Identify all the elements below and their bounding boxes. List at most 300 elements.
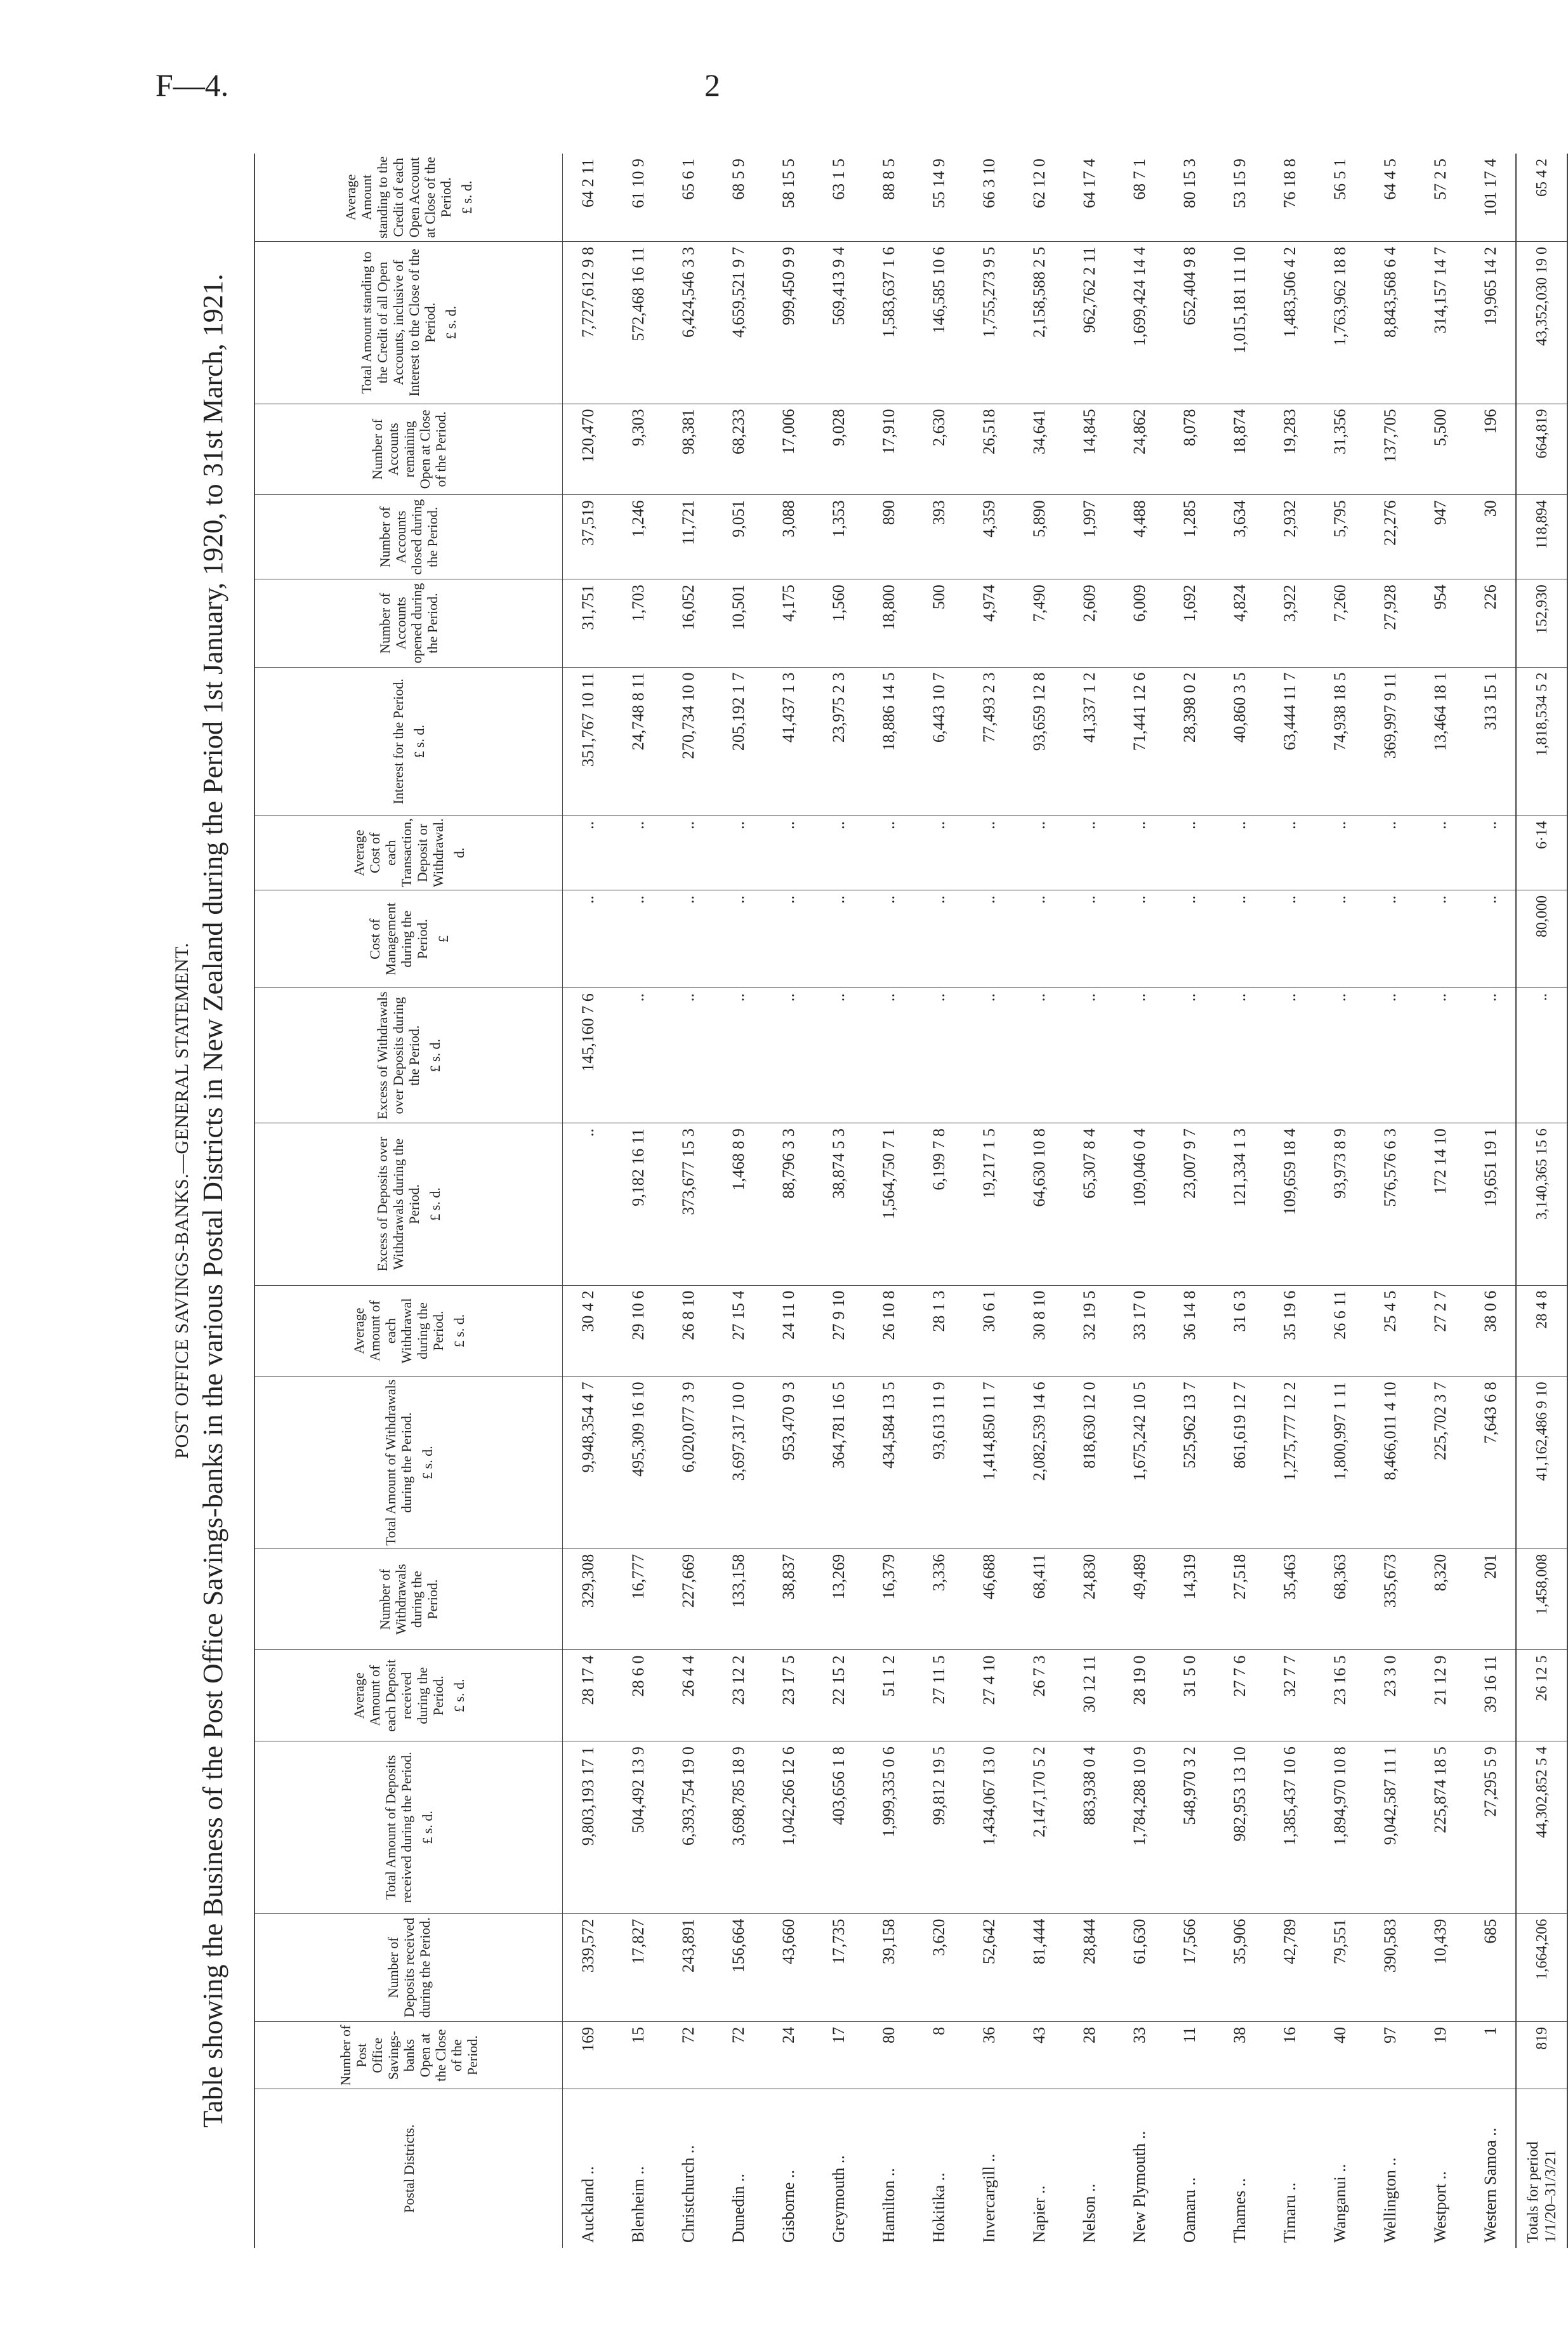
table-cell: 23 12 2 [713,1650,763,1741]
table-cell: 2,158,588 2 5 [1014,242,1064,404]
table-cell: 27 9 10 [814,1285,864,1377]
table-cell: 576,576 6 3 [1365,1123,1415,1285]
table-cell: .. [964,890,1014,987]
table-cell: 27,295 5 9 [1465,1741,1516,1913]
table-cell: 152,930 [1516,579,1567,667]
table-row [1014,154,1064,2248]
table-cell: 145,160 7 6 [563,988,614,1123]
table-cell: .. [713,816,763,890]
table-cell: 569,413 9 4 [814,242,864,404]
table-cell: 17,566 [1164,1913,1215,2021]
table-cell: 26 10 8 [864,1285,914,1377]
table-row [914,154,964,2248]
table-cell: 30 12 11 [1064,1650,1114,1741]
table-cell: 390,583 [1365,1913,1415,2021]
table-cell: 9,182 16 11 [613,1123,663,1285]
table-cell: 8,843,568 6 4 [1365,242,1415,404]
table-cell: 962,762 2 11 [1064,242,1114,404]
table-cell: 26 6 11 [1315,1285,1365,1377]
table-cell: 24,748 8 11 [613,667,663,816]
column-header-label: Excess of Withdrawals over Deposits during the Period. [374,991,422,1119]
table-cell: 393 [914,495,964,579]
table-cell: 14,845 [1064,404,1114,495]
table-cell: 3,634 [1215,495,1265,579]
table-row [814,154,864,2248]
table-cell: .. [914,988,964,1123]
table-cell: 313 15 1 [1465,667,1516,816]
table-cell: 3,922 [1265,579,1315,667]
table-cell: 93,613 11 9 [914,1377,964,1548]
table-cell: 93,973 8 9 [1315,1123,1365,1285]
table-cell: 35,906 [1215,1913,1265,2021]
table-cell: 58 15 5 [763,154,814,242]
table-cell: 1,564,750 7 1 [864,1123,914,1285]
table-cell: 329,308 [563,1548,614,1650]
table-cell: 17,735 [814,1913,864,2021]
column-header-label: Average Amount standing to the Credit of each Open Account at Close of the Period. [343,156,454,239]
table-cell: .. [1064,816,1114,890]
table-cell: 26,518 [964,404,1014,495]
table-cell: 8,466,011 4 10 [1365,1377,1415,1548]
table-cell: .. [964,816,1014,890]
table-cell: 24,830 [1064,1548,1114,1650]
table-row [1365,154,1415,2248]
column-header-label: Total Amount standing to the Credit of all Open Accounts, inclusive of Interest to the Close of the Period. [359,248,438,397]
table-cell: 495,309 16 10 [613,1377,663,1548]
table-cell: 23 16 5 [1315,1650,1365,1741]
statement-table [254,154,1568,2248]
table-cell: 61,630 [1114,1913,1164,2021]
table-cell: 243,891 [663,1913,713,2021]
table-cell: 27 15 4 [713,1285,763,1377]
table-cell: 19,965 14 2 [1465,242,1516,404]
column-header-label: Number of Accounts closed during the Period. [377,499,440,575]
column-header-label: Cost of Management during the Period. [366,902,430,976]
table-cell: 28 19 0 [1114,1650,1164,1741]
table-cell: 9,948,354 4 7 [563,1377,614,1548]
column-header-label: Average Cost of each Transaction, Deposit or Withdrawal. [350,818,446,887]
district-name: Wellington .. [1380,2157,1399,2243]
table-cell: 26 12 5 [1516,1650,1567,1741]
table-cell: 351,767 10 11 [563,667,614,816]
column-header-row [254,154,563,2248]
table-cell: 11 [1164,2021,1215,2089]
table-cell: .. [1465,816,1516,890]
column-header-label: Excess of Deposits over Withdrawals during the Period. [374,1137,422,1272]
table-cell: 11,721 [663,495,713,579]
table-cell: 31 5 0 [1164,1650,1215,1741]
table-cell: 55 14 9 [914,154,964,242]
table-cell: 890 [864,495,914,579]
column-unit: £ s. d. [427,1187,443,1221]
table-cell: 1,675,242 10 5 [1114,1377,1164,1548]
table-cell: 88 8 5 [864,154,914,242]
column-header-label: Average Amount of each Deposit received during the Period. [350,1659,446,1732]
table-row [964,154,1014,2248]
table-cell: .. [1164,816,1215,890]
column-header [254,667,563,816]
table-row [1315,154,1365,2248]
table-cell: 44,302,852 5 4 [1516,1741,1567,1913]
table-cell: 28 4 8 [1516,1285,1567,1377]
column-unit: £ s. d. [411,724,427,758]
table-cell: 66 3 10 [964,154,1014,242]
district-name: Napier .. [1029,2185,1048,2243]
table-title: POST OFFICE SAVINGS-BANKS.—GENERAL STATEMENT. [171,942,192,1459]
table-cell: 4,974 [964,579,1014,667]
column-header [254,154,563,242]
table-cell: 68,233 [713,404,763,495]
table-cell: 19 [1415,2021,1465,2089]
table-cell: 652,404 9 8 [1164,242,1215,404]
table-cell: .. [663,890,713,987]
table-cell: 36 14 8 [1164,1285,1215,1377]
table-cell: 14,319 [1164,1548,1215,1650]
table-cell: .. [563,816,614,890]
table-cell: 525,962 13 7 [1164,1377,1215,1548]
table-cell: 883,938 0 4 [1064,1741,1114,1913]
table-cell: 434,584 13 5 [864,1377,914,1548]
district-name: Nelson .. [1079,2183,1098,2243]
column-header [254,816,563,890]
table-cell: 37,519 [563,495,614,579]
table-cell: 28,398 0 2 [1164,667,1215,816]
page-number: 2 [704,67,720,103]
district-name: Blenheim .. [628,2166,647,2243]
table-cell: .. [763,890,814,987]
table-cell: 33 17 0 [1114,1285,1164,1377]
column-header [254,1650,563,1741]
table-cell: 72 [663,2021,713,2089]
table-cell: 3,698,785 18 9 [713,1741,763,1913]
table-cell: 64 4 5 [1365,154,1415,242]
table-cell: 21 12 9 [1415,1650,1465,1741]
table-cell: 19,217 1 5 [964,1123,1014,1285]
table-row [713,154,763,2248]
table-cell: 26 7 3 [1014,1650,1064,1741]
table-cell: 8,078 [1164,404,1215,495]
table-cell: 23,007 9 7 [1164,1123,1215,1285]
table-cell: 664,819 [1516,404,1567,495]
column-header [254,495,563,579]
table-cell: 26 4 4 [663,1650,713,1741]
table-cell: 172 14 10 [1415,1123,1465,1285]
column-header [254,2021,563,2089]
rotated-table-region [171,154,1559,2248]
table-cell: 79,551 [1315,1913,1365,2021]
table-cell: 9,028 [814,404,864,495]
table-cell: .. [563,1123,614,1285]
table-cell: .. [1164,890,1215,987]
table-cell: 38,837 [763,1548,814,1650]
table-cell: 685 [1465,1913,1516,2021]
table-cell: .. [1365,816,1415,890]
table-cell: 26 8 10 [663,1285,713,1377]
district-name: Wanganui .. [1330,2163,1349,2243]
district-name: Westport .. [1430,2171,1449,2243]
table-cell: 17,827 [613,1913,663,2021]
table-cell: .. [1215,988,1265,1123]
table-cell: 28,844 [1064,1913,1114,2021]
table-cell: 81,444 [1014,1913,1064,2021]
table-cell: 24 11 0 [763,1285,814,1377]
column-header-label: Number of Withdrawals during the Period. [377,1564,440,1635]
table-cell: 335,673 [1365,1548,1415,1650]
table-cell: .. [1114,890,1164,987]
table-cell: 9,042,587 11 1 [1365,1741,1415,1913]
district-name: Timaru .. [1280,2182,1299,2243]
table-cell: 1 [1465,2021,1516,2089]
table-row [1215,154,1265,2248]
column-header-label: Number of Deposits received during the Period. [385,1917,433,2018]
table-subtitle: Table showing the Business of the Post Office Savings-banks in the various Postal Districts in New Zealand during the Period 1st January, 1920, to 31st March, 1921. [197,274,228,2128]
table-row [663,154,713,2248]
table-cell: 1,997 [1064,495,1114,579]
table-cell: 339,572 [563,1913,614,2021]
table-cell: 8,320 [1415,1548,1465,1650]
table-cell: 30 8 10 [1014,1285,1064,1377]
table-cell: 65,307 8 4 [1064,1123,1114,1285]
column-unit: £ s. d. [451,1314,467,1348]
table-cell: 16,052 [663,579,713,667]
table-cell: .. [1465,988,1516,1123]
table-cell: .. [1415,988,1465,1123]
table-cell: 7,727,612 9 8 [563,242,614,404]
table-cell: .. [1465,890,1516,987]
table-cell: 118,894 [1516,495,1567,579]
table-cell: .. [1114,816,1164,890]
table-cell: 74,938 18 5 [1315,667,1365,816]
table-cell: 1,703 [613,579,663,667]
table-cell: 46,688 [964,1548,1014,1650]
column-header [254,1377,563,1548]
table-cell: 24 [763,2021,814,2089]
table-cell: 818,630 12 0 [1064,1377,1114,1548]
table-row [1265,154,1315,2248]
table-cell: 35,463 [1265,1548,1315,1650]
table-row [1064,154,1114,2248]
table-cell: 57 2 5 [1415,154,1465,242]
table-cell: 18,800 [864,579,914,667]
table-cell: 1,468 8 9 [713,1123,763,1285]
district-name: New Plymouth .. [1130,2130,1149,2243]
table-cell: 1,015,181 11 10 [1215,242,1265,404]
district-name: Invercargill .. [979,2153,998,2243]
table-cell: 2,609 [1064,579,1114,667]
table-cell: 71,441 12 6 [1114,667,1164,816]
table-row [613,154,663,2248]
table-cell: 4,488 [1114,495,1164,579]
table-cell: 31,751 [563,579,614,667]
table-cell: 38 0 6 [1465,1285,1516,1377]
column-header-label: Interest for the Period. [390,678,406,805]
table-cell: .. [1265,816,1315,890]
table-cell: 4,824 [1215,579,1265,667]
table-cell: 17,006 [763,404,814,495]
district-name: Auckland .. [578,2166,597,2243]
table-cell: 16,777 [613,1548,663,1650]
table-cell: 7,260 [1315,579,1365,667]
table-cell: 43,352,030 19 0 [1516,242,1567,404]
table-cell: 63 1 5 [814,154,864,242]
table-cell: 548,970 3 2 [1164,1741,1215,1913]
table-cell: 1,699,424 14 4 [1114,242,1164,404]
table-cell: 39 16 11 [1465,1650,1516,1741]
table-cell: 225,702 3 7 [1415,1377,1465,1548]
table-cell: 65 6 1 [663,154,713,242]
table-cell: 1,434,067 13 0 [964,1741,1014,1913]
table-cell: 16,379 [864,1548,914,1650]
table-cell: 41,337 1 2 [1064,667,1114,816]
table-cell: 65 4 2 [1516,154,1567,242]
table-cell: 1,894,970 10 8 [1315,1741,1365,1913]
table-cell: 68,363 [1315,1548,1365,1650]
table-cell: .. [1014,890,1064,987]
table-cell: 9,303 [613,404,663,495]
table-cell: 146,585 10 6 [914,242,964,404]
table-cell: 30 [1465,495,1516,579]
table-cell: 2,082,539 14 6 [1014,1377,1064,1548]
table-cell: 373,677 15 3 [663,1123,713,1285]
table-cell: .. [914,816,964,890]
table-cell: 403,656 1 8 [814,1741,864,1913]
table-cell: 1,385,437 10 6 [1265,1741,1315,1913]
column-header-label: Number of Accounts opened during the Period. [377,583,440,664]
table-cell: .. [1014,816,1064,890]
table-cell: 121,334 1 3 [1215,1123,1265,1285]
table-cell: 6,424,546 3 3 [663,242,713,404]
table-cell: 156,664 [713,1913,763,2021]
table-cell: 31 6 3 [1215,1285,1265,1377]
column-header [254,890,563,987]
table-cell: 41,162,486 9 10 [1516,1377,1567,1548]
table-cell: 10,439 [1415,1913,1465,2021]
table-row [1164,154,1215,2248]
table-cell: 28 6 0 [613,1650,663,1741]
table-cell: 3,697,317 10 0 [713,1377,763,1548]
table-cell: 137,705 [1365,404,1415,495]
table-cell: 33 [1114,2021,1164,2089]
table-cell: 1,414,850 11 7 [964,1377,1014,1548]
table-cell: 109,659 18 4 [1265,1123,1315,1285]
table-cell: 1,483,506 4 2 [1265,242,1315,404]
table-cell: 1,458,008 [1516,1548,1567,1650]
column-header [254,242,563,404]
table-cell: 68 7 1 [1114,154,1164,242]
table-cell: 77,493 2 3 [964,667,1014,816]
table-cell: 954 [1415,579,1465,667]
table-cell: 1,800,997 1 11 [1315,1377,1365,1548]
table-cell: 369,997 9 11 [1365,667,1415,816]
table-cell: .. [1265,890,1315,987]
table-cell: 1,664,206 [1516,1913,1567,2021]
table-cell: 13,269 [814,1548,864,1650]
table-cell: 5,795 [1315,495,1365,579]
table-cell: .. [1315,988,1365,1123]
district-name: Hamilton .. [879,2168,898,2243]
table-cell: 39,158 [864,1913,914,2021]
column-header-label: Total Amount of Withdrawals during the Period. [382,1379,414,1546]
table-cell: 68 5 9 [713,154,763,242]
table-cell: 18,874 [1215,404,1265,495]
table-cell: .. [814,890,864,987]
table-cell: 31,356 [1315,404,1365,495]
column-unit: £ [435,935,451,943]
table-cell: 4,359 [964,495,1014,579]
column-header [254,988,563,1123]
table-cell: 35 19 6 [1265,1285,1315,1377]
table-cell: .. [964,988,1014,1123]
table-cell: 196 [1465,404,1516,495]
district-name: Christchurch .. [678,2145,697,2243]
table-cell: .. [864,816,914,890]
table-cell: .. [763,816,814,890]
table-cell: .. [613,890,663,987]
table-cell: 64 2 11 [563,154,614,242]
column-unit: £ s. d. [443,306,459,340]
table-cell: 43 [1014,2021,1064,2089]
column-unit: £ s. d. [459,180,475,215]
table-cell: 8 [914,2021,964,2089]
table-cell: 133,158 [713,1548,763,1650]
table-cell: 23,975 2 3 [814,667,864,816]
table-cell: 572,468 16 11 [613,242,663,404]
column-unit: £ s. d. [451,1679,467,1713]
table-cell: .. [613,988,663,1123]
page-header-ref: F—4. [155,67,229,103]
table-cell: 1,560 [814,579,864,667]
table-cell: 80 15 3 [1164,154,1215,242]
table-cell: 1,818,534 5 2 [1516,667,1567,816]
table-cell: 5,500 [1415,404,1465,495]
table-cell: 982,953 13 10 [1215,1741,1265,1913]
table-cell: .. [814,816,864,890]
district-name: Totals for period 1/1/20–31/3/21 [1516,2089,1567,2248]
table-cell: 1,784,288 10 9 [1114,1741,1164,1913]
table-cell: 201 [1465,1548,1516,1650]
table-cell: 500 [914,579,964,667]
table-cell: 226 [1465,579,1516,667]
table-cell: 27 7 6 [1215,1650,1265,1741]
table-cell: 1,353 [814,495,864,579]
table-cell: 27 11 5 [914,1650,964,1741]
table-cell: 41,437 1 3 [763,667,814,816]
table-cell: 28 [1064,2021,1114,2089]
table-cell: 4,175 [763,579,814,667]
table-cell: 6,443 10 7 [914,667,964,816]
table-cell: 1,763,962 18 8 [1315,242,1365,404]
table-cell: 2,630 [914,404,964,495]
table-cell: 43,660 [763,1913,814,2021]
table-cell: 17 [814,2021,864,2089]
table-cell: 7,643 6 8 [1465,1377,1516,1548]
table-cell: .. [1164,988,1215,1123]
table-cell: 56 5 1 [1315,154,1365,242]
district-name: Greymouth .. [829,2155,848,2243]
table-cell: 22 15 2 [814,1650,864,1741]
table-cell: 861,619 12 7 [1215,1377,1265,1548]
table-cell: 1,246 [613,495,663,579]
table-cell: 6,393,754 19 0 [663,1741,713,1913]
table-cell: .. [1064,988,1114,1123]
table-cell: .. [713,988,763,1123]
table-cell: 24,862 [1114,404,1164,495]
table-cell: .. [1315,890,1365,987]
table-cell: 1,275,777 12 2 [1265,1377,1315,1548]
district-name: Gisborne .. [779,2170,798,2243]
table-cell: 314,157 14 7 [1415,242,1465,404]
table-cell: 32 19 5 [1064,1285,1114,1377]
